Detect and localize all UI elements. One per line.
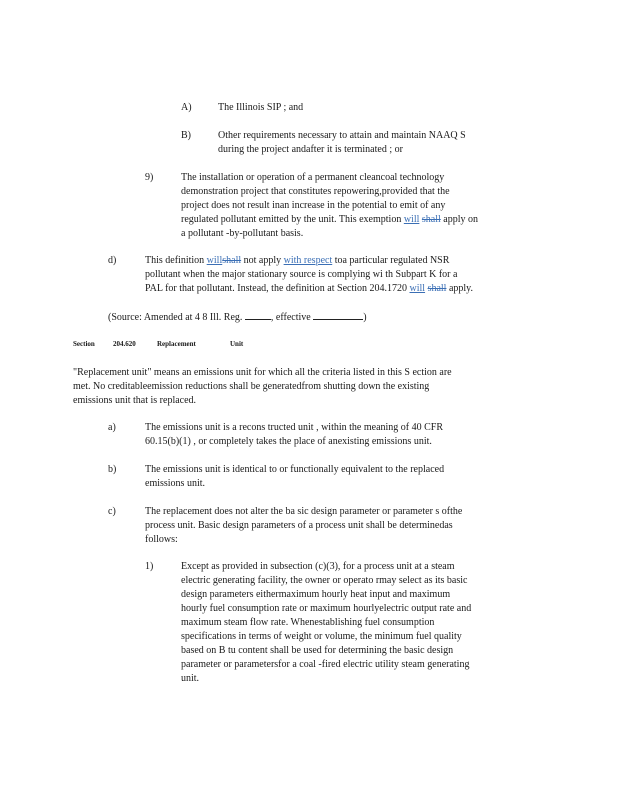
item-d-line [145,254,449,268]
source-note [108,310,367,325]
item-d-text: This definition [145,255,207,266]
inserted-text: will [409,283,426,294]
item-9-text: regulated pollutant emitted by the unit. This exemption [181,214,404,225]
definition-line: "Replacement unit" means an emissions unit for which all the criteria listed in this S ection are [73,367,452,378]
item-c1-line: based on B tu content shall be used for determining the basic design [181,645,454,656]
deleted-text: shall [427,283,447,294]
item-c1-line: unit. [181,673,200,684]
section-title: Unit [230,340,244,348]
item-b-line: during the project andafter it is terminated ; or [218,144,403,155]
item-a2-line: 60.15(b)(1) , or completely takes the place of anexisting emissions unit. [145,436,432,447]
item-label-9: 9) [145,172,154,183]
deleted-text: shall [222,255,242,266]
item-9-text: apply on [440,214,478,225]
inserted-text: with respect [283,255,333,266]
item-9-line: The installation or operation of a permanent cleancoal technology [181,172,445,183]
source-text: , effective [270,312,311,323]
definition-line: met. No creditableemission reductions shall be generatedfrom shutting down the existing [73,381,430,392]
item-c1-line: hourly fuel consumption rate or maximum hourlyelectric output rate and [181,603,472,614]
item-c2-line: follows: [145,534,178,545]
item-b-line: Other requirements necessary to attain and maintain NAAQ S [218,130,466,141]
item-d-text: apply. [446,283,474,294]
blank-line [313,310,363,320]
item-c2-line: process unit. Basic design parameters of a process unit shall be determinedas [145,520,453,531]
source-text: (Source: Amended at 4 8 Ill. Reg. [108,312,243,323]
item-c1-line: electric generating facility, the owner or operato rmay select as its basic [181,575,468,586]
item-a-text: The Illinois SIP ; and [218,102,304,113]
section-title: Replacement [157,340,196,348]
item-c1-line: maximum steam flow rate. Whenestablishing fuel consumption [181,617,435,628]
item-label-c1: 1) [145,561,154,572]
section-number: 204.620 [113,340,136,348]
source-text: ) [363,312,367,323]
item-d-line [145,282,473,296]
item-d-text: PAL for that pollutant. Instead, the definition at Section 204.1720 [145,283,410,294]
item-c1-line: specifications in terms of weight or volume, the minimum fuel quality [181,631,462,642]
item-label-b2: b) [108,464,117,475]
blank-line [245,310,271,320]
item-d-text: not apply [241,255,284,266]
item-label-b: B) [181,130,191,141]
definition-line: emissions unit that is replaced. [73,395,197,406]
item-label-a: A) [181,102,192,113]
item-9-line [181,213,478,227]
item-9-line: project does not result inan increase in the potential to emit of any [181,200,446,211]
item-d-line: pollutant when the major stationary source is complying wi th Subpart K for a [145,269,458,280]
item-9-line: a pollutant -by-pollutant basis. [181,228,304,239]
item-b2-line: emissions unit. [145,478,206,489]
section-label: Section [73,340,95,348]
item-d-text: toa particular regulated NSR [332,255,450,266]
item-c2-line: The replacement does not alter the ba sic design parameter or parameter s ofthe [145,506,463,517]
item-label-a2: a) [108,422,116,433]
item-a2-line: The emissions unit is a recons tructed unit , within the meaning of 40 CFR [145,422,444,433]
deleted-text: shall [421,214,441,225]
item-9-line: demonstration project that constitutes repowering,provided that the [181,186,450,197]
inserted-text: will [403,214,420,225]
item-label-d: d) [108,255,117,266]
item-b2-line: The emissions unit is identical to or functionally equivalent to the replaced [145,464,445,475]
inserted-text: will [206,255,223,266]
item-label-c2: c) [108,506,116,517]
item-c1-line: design parameters eithermaximum hourly heat input and maximum [181,589,451,600]
item-c1-line: parameter or parametersfor a coal -fired electric utility steam generating [181,659,470,670]
item-c1-line: Except as provided in subsection (c)(3), for a process unit at a steam [181,561,455,572]
